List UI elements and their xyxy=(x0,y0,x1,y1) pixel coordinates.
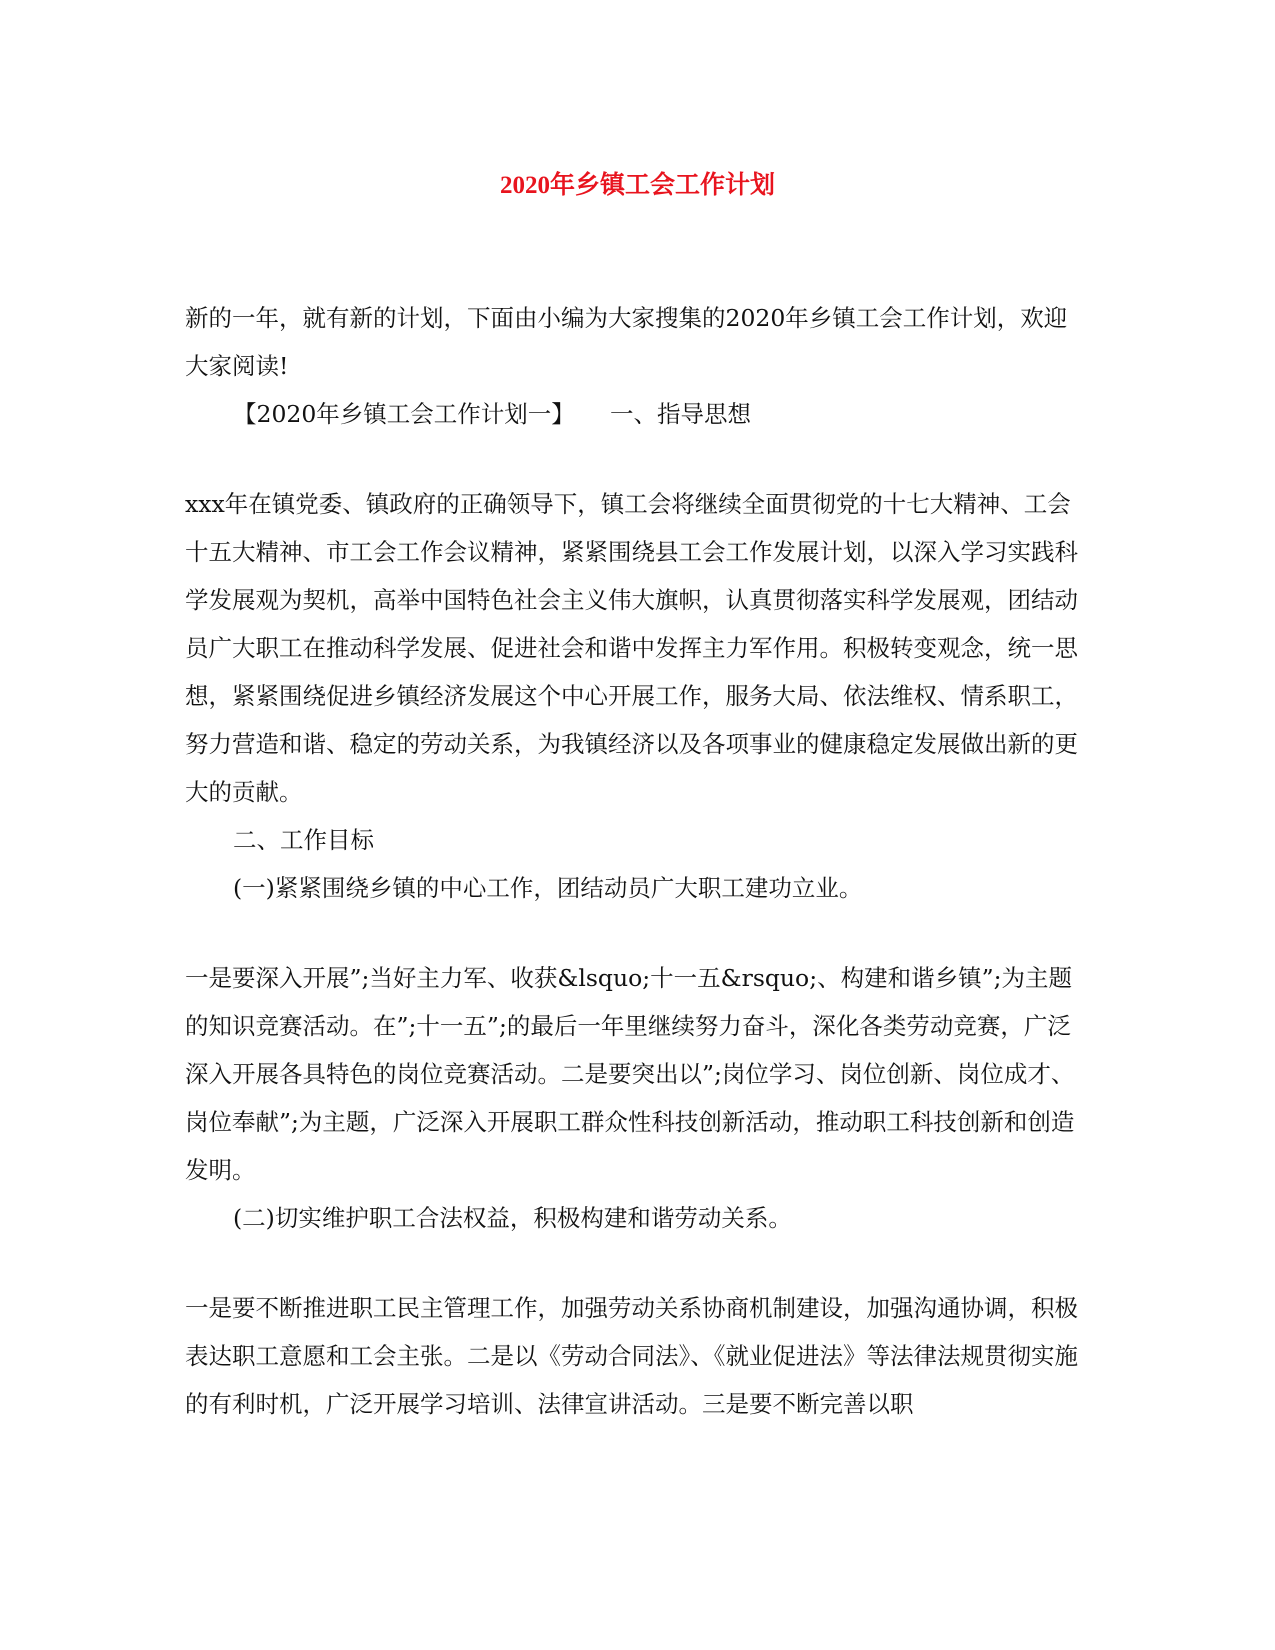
intro-paragraph: 新的一年，就有新的计划，下面由小编为大家搜集的2020年乡镇工会工作计划，欢迎大家阅读! xyxy=(185,304,1068,380)
section-heading-work-goals: 二、工作目标 xyxy=(233,826,374,854)
paragraph-gap xyxy=(185,438,1090,480)
goal-two-paragraph: 一是要不断推进职工民主管理工作，加强劳动关系协商机制建设，加强沟通协调，积极表达职工意愿和工会主张。二是以《劳动合同法》、《就业促进法》等法律法规贯彻实施的有利时机，广泛开展学习培训、法律宣讲活动。三是要不断完善以职 xyxy=(185,1294,1078,1418)
document-body xyxy=(185,294,1090,1428)
document-title: 2020年乡镇工会工作计划 xyxy=(499,172,775,199)
guiding-thought-paragraph: xxx年在镇党委、镇政府的正确领导下，镇工会将继续全面贯彻党的十七大精神、工会十五大精神、市工会工作会议精神，紧紧围绕县工会工作发展计划，以深入学习实践科学发展观为契机，高举中国特色社会主义伟大旗帜，认真贯彻落实科学发展观，团结动员广大职工在推动科学发展、促进社会和谐中发挥主力军作用。积极转变观念，统一思想，紧紧围绕促进乡镇经济发展这个中心开展工作，服务大局、依法维权、情系职工，努力营造和谐、稳定的劳动关系，为我镇经济以及各项事业的健康稳定发展做出新的更大的贡献。 xyxy=(185,490,1078,806)
paragraph-gap xyxy=(185,912,1090,954)
paragraph-gap xyxy=(185,1242,1090,1284)
subheading-goal-one: (一)紧紧围绕乡镇的中心工作，团结动员广大职工建功立业。 xyxy=(233,874,863,902)
goal-one-paragraph: 一是要深入开展”;当好主力军、收获&lsquo;十一五&rsquo;、构建和谐乡镇”;为主题的知识竞赛活动。在”;十一五”;的最后一年里继续努力奋斗，深化各类劳动竞赛，广泛深入开展各具特色的岗位竞赛活动。二是要突出以”;岗位学习、岗位创新、岗位成才、岗位奉献”;为主题，广泛深入开展职工群众性科技创新活动，推动职工科技创新和创造发明。 xyxy=(185,964,1075,1184)
subheading-goal-two: (二)切实维护职工合法权益，积极构建和谐劳动关系。 xyxy=(233,1204,792,1232)
section-heading-plan-one: 【2020年乡镇工会工作计划一】 一、指导思想 xyxy=(233,400,752,428)
